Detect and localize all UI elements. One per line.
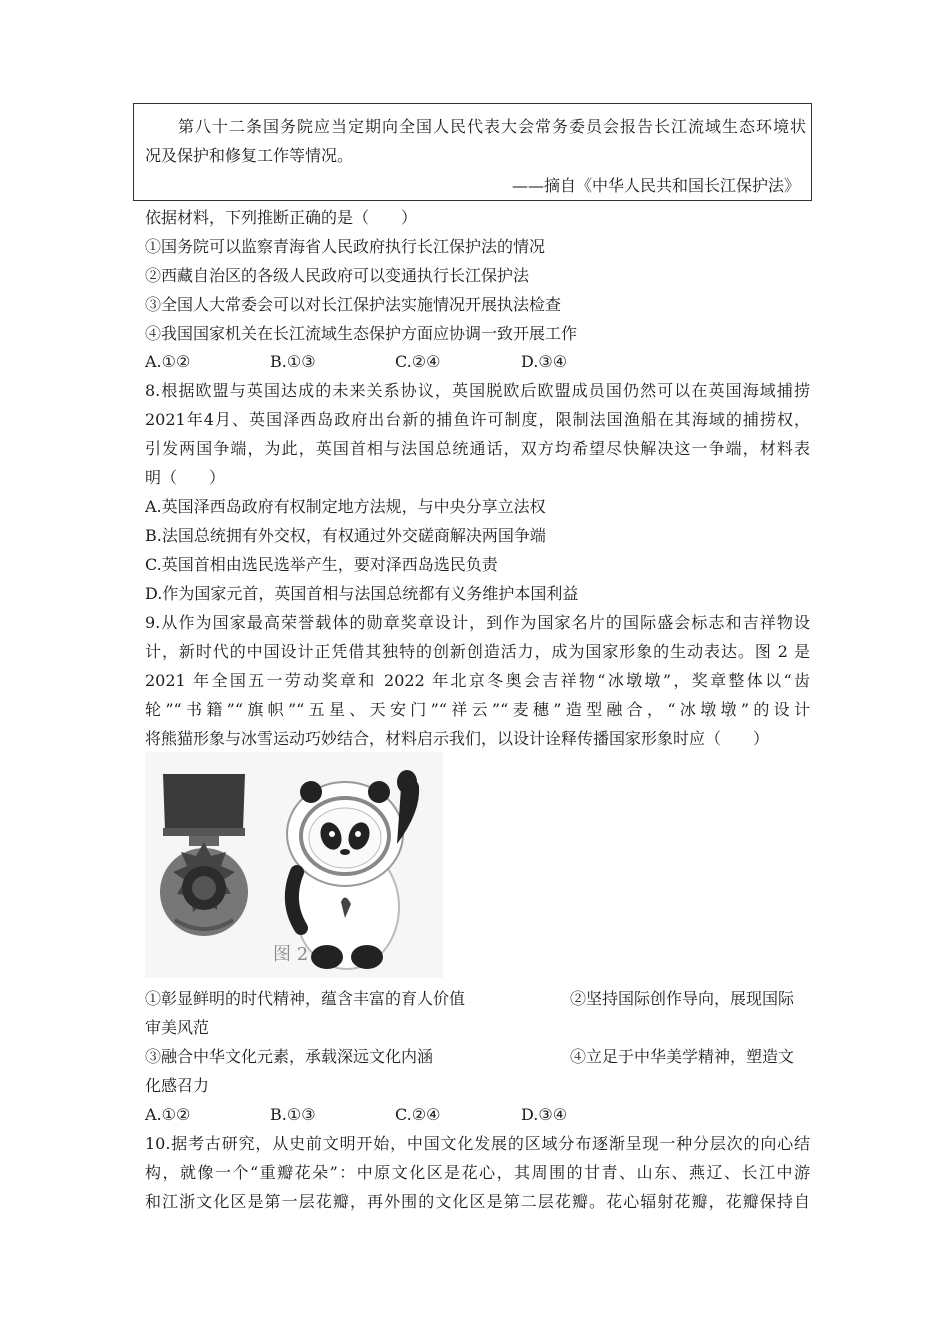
q8-stem-line-1: 8.根据欧盟与英国达成的未来关系协议，英国脱欧后欧盟成员国仍然可以在英国海域捕捞 [145, 381, 810, 400]
q9-stem-line-4: 轮”“书籍”“旗帜”“五星、天安门”“祥云”“麦穗”造型融合，“冰墩墩”的设计 [145, 700, 810, 719]
q7-item-3: ③全国人大常委会可以对长江保护法实施情况开展执法检查 [145, 295, 562, 314]
q9-item-3: ③融合中华文化元素，承载深远文化内涵 [145, 1047, 434, 1066]
q7-option-c: C.②④ [395, 352, 441, 371]
q8-stem-line-3: 引发两国争端，为此，英国首相与法国总统通话，双方均希望尽快解决这一争端，材料表 [145, 439, 810, 458]
q9-item-4-part-1: ④立足于中华美学精神，塑造文 [570, 1047, 795, 1066]
q9-option-d: D.③④ [521, 1105, 568, 1124]
q9-option-c: C.②④ [395, 1105, 441, 1124]
q9-item-1: ①彰显鲜明的时代精神，蕴含丰富的育人价值 [145, 989, 466, 1008]
q7-item-2: ②西藏自治区的各级人民政府可以变通执行长江保护法 [145, 266, 530, 285]
q7-option-b: B.①③ [270, 352, 316, 371]
figure-2-image [145, 752, 443, 978]
q9-options [145, 1105, 810, 1125]
q8-choice-c: C.英国首相由选民选举产生，要对泽西岛选民负责 [145, 555, 498, 574]
q7-option-d: D.③④ [521, 352, 568, 371]
q8-choice-d: D.作为国家元首，英国首相与法国总统都有义务维护本国利益 [145, 584, 579, 603]
q9-option-b: B.①③ [270, 1105, 316, 1124]
quote-line-2: 况及保护和修复工作等情况。 [145, 146, 354, 165]
q7-item-4: ④我国国家机关在长江流域生态保护方面应协调一致开展工作 [145, 324, 578, 343]
quote-line-1: 第八十二条国务院应当定期向全国人民代表大会常务委员会报告长江流域生态环境状 [178, 117, 806, 136]
q10-stem-line-3: 和江浙文化区是第一层花瓣，再外围的文化区是第二层花瓣。花心辐射花瓣，花瓣保持自 [145, 1192, 810, 1211]
q9-option-a: A.①② [145, 1105, 191, 1124]
q9-stem-line-1: 9.从作为国家最高荣誉载体的勋章奖章设计，到作为国家名片的国际盛会标志和吉祥物设 [145, 613, 810, 632]
q8-choice-a: A.英国泽西岛政府有权制定地方法规，与中央分享立法权 [145, 497, 546, 516]
q10-stem-line-2: 构，就像一个“重瓣花朵”：中原文化区是花心，其周围的甘青、山东、燕辽、长江中游 [145, 1163, 810, 1182]
q7-options [145, 352, 810, 372]
q8-stem-line-2: 2021年4月、英国泽西岛政府出台新的捕鱼许可制度，限制法国渔船在其海域的捕捞权， [145, 410, 810, 429]
q9-item-2-part-2: 审美风范 [145, 1018, 210, 1037]
figure-label: 图 2 [273, 944, 309, 965]
q9-stem-line-2: 计，新时代的中国设计正凭借其独特的创新创造活力，成为国家形象的生动表达。图 2 是 [145, 642, 810, 661]
q7-option-a: A.①② [145, 352, 191, 371]
q9-item-2-part-1: ②坚持国际创作导向，展现国际 [570, 989, 795, 1008]
q7-item-1: ①国务院可以监察青海省人民政府执行长江保护法的情况 [145, 237, 546, 256]
q7-stem: 依据材料，下列推断正确的是（ ） [145, 208, 418, 227]
q10-stem-line-1: 10.据考古研究，从史前文明开始，中国文化发展的区域分布逐渐呈现一种分层次的向心结 [145, 1134, 810, 1153]
q9-stem-line-3: 2021 年全国五一劳动奖章和 2022 年北京冬奥会吉祥物“冰墩墩”，奖章整体以“齿 [145, 671, 810, 690]
q9-stem-line-5: 将熊猫形象与冰雪运动巧妙结合，材料启示我们，以设计诠释传播国家形象时应（ ） [145, 729, 770, 748]
q8-choice-b: B.法国总统拥有外交权，有权通过外交磋商解决两国争端 [145, 526, 546, 545]
q8-stem-line-4: 明（ ） [145, 468, 226, 487]
q9-item-4-part-2: 化感召力 [145, 1076, 210, 1095]
quote-source: ——摘自《中华人民共和国长江保护法》 [511, 176, 800, 195]
